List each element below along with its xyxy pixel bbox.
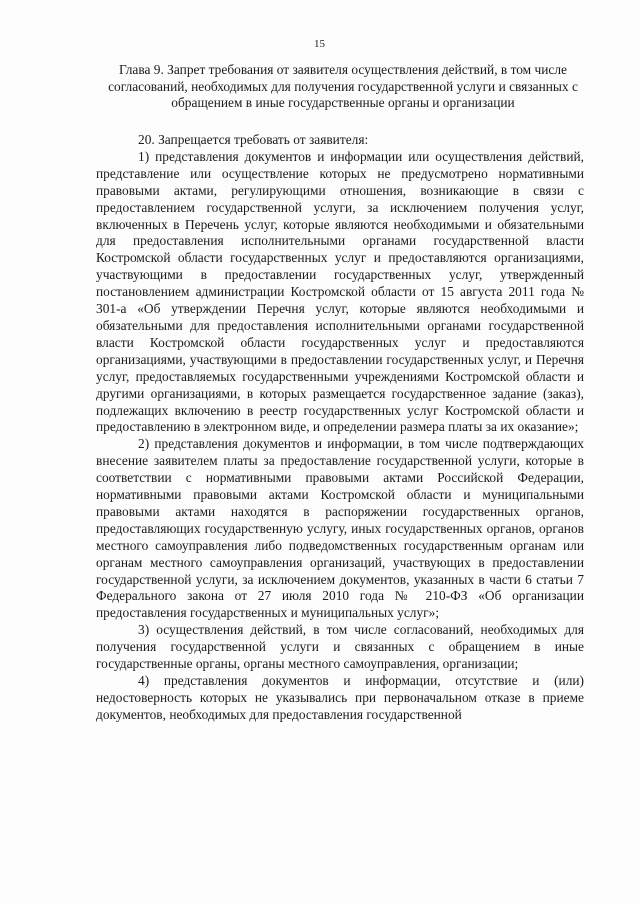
paragraph-item-1: 1) представления документов и информации или осуществления действий, представление или осуществление которых не предусмотрено нормативными правовыми актами, регулирующими отношения, возникающие в связи с предоставлением государственной услуги, за исключением получения услуг, включенных в Перечень услуг, которые являются необходимыми и обязательными для предоставления исполнительными органами государственной власти Костромской области государственных услуг и предоставляются организациями, участвующими в предоставлении государственных услуг, утвержденный постановлением администрации Костромской области от 15 августа 2011 года № 301-а «Об утверждении Перечня услуг, которые являются необходимыми и обязательными для предоставления исполнительными органами государственной власти Костромской области государственных услуг и предоставляются организациями, участвующими в предоставлении государственных услуг, и Перечня услуг, предоставляемых государственными учреждениями Костромской области и другими организациями, в которых размещается государственное задание (заказ), подлежащих включению в реестр государственных услуг Костромской области и предоставлению в электронном виде, и определении размера платы за их оказание»; — [96, 148, 584, 435]
paragraph-item-2: 2) представления документов и информации, в том числе подтверждающих внесение заявителем платы за предоставление государственной услуги, которые в соответствии с нормативными правовыми актами Российской Федерации, нормативными правовыми актами Костромской области и муниципальными правовыми актами находятся в распоряжении государственных органов, предоставляющих государственную услугу, иных государственных органов, органов местного самоуправления либо подведомственных государственным органам или органам местного самоуправления организаций, участвующих в предоставлении государственной услуги, за исключением документов, указанных в части 6 статьи 7 Федерального закона от 27 июля 2010 года № 210-ФЗ «Об организации предоставления государственных и муниципальных услуг»; — [96, 436, 584, 621]
paragraph-intro: 20. Запрещается требовать от заявителя: — [138, 132, 369, 147]
page-number: 15 — [314, 38, 325, 50]
paragraph-item-4: 4) представления документов и информации, отсутствие и (или) недостоверность которых не указывались при первоначальном отказе в приеме документов, необходимых для предоставления государственной — [96, 673, 584, 722]
chapter-title: Глава 9. Запрет требования от заявителя осуществления действий, в том числе согласований, необходимых для получения государственной услуги и связанных с обращением в иные государственные органы и организации — [108, 62, 578, 110]
paragraph-item-3: 3) осуществления действий, в том числе согласований, необходимых для получения государственной услуги и связанных с обращением в иные государственные органы, органы местного самоуправления, организации; — [96, 622, 584, 672]
document-body — [96, 132, 584, 724]
